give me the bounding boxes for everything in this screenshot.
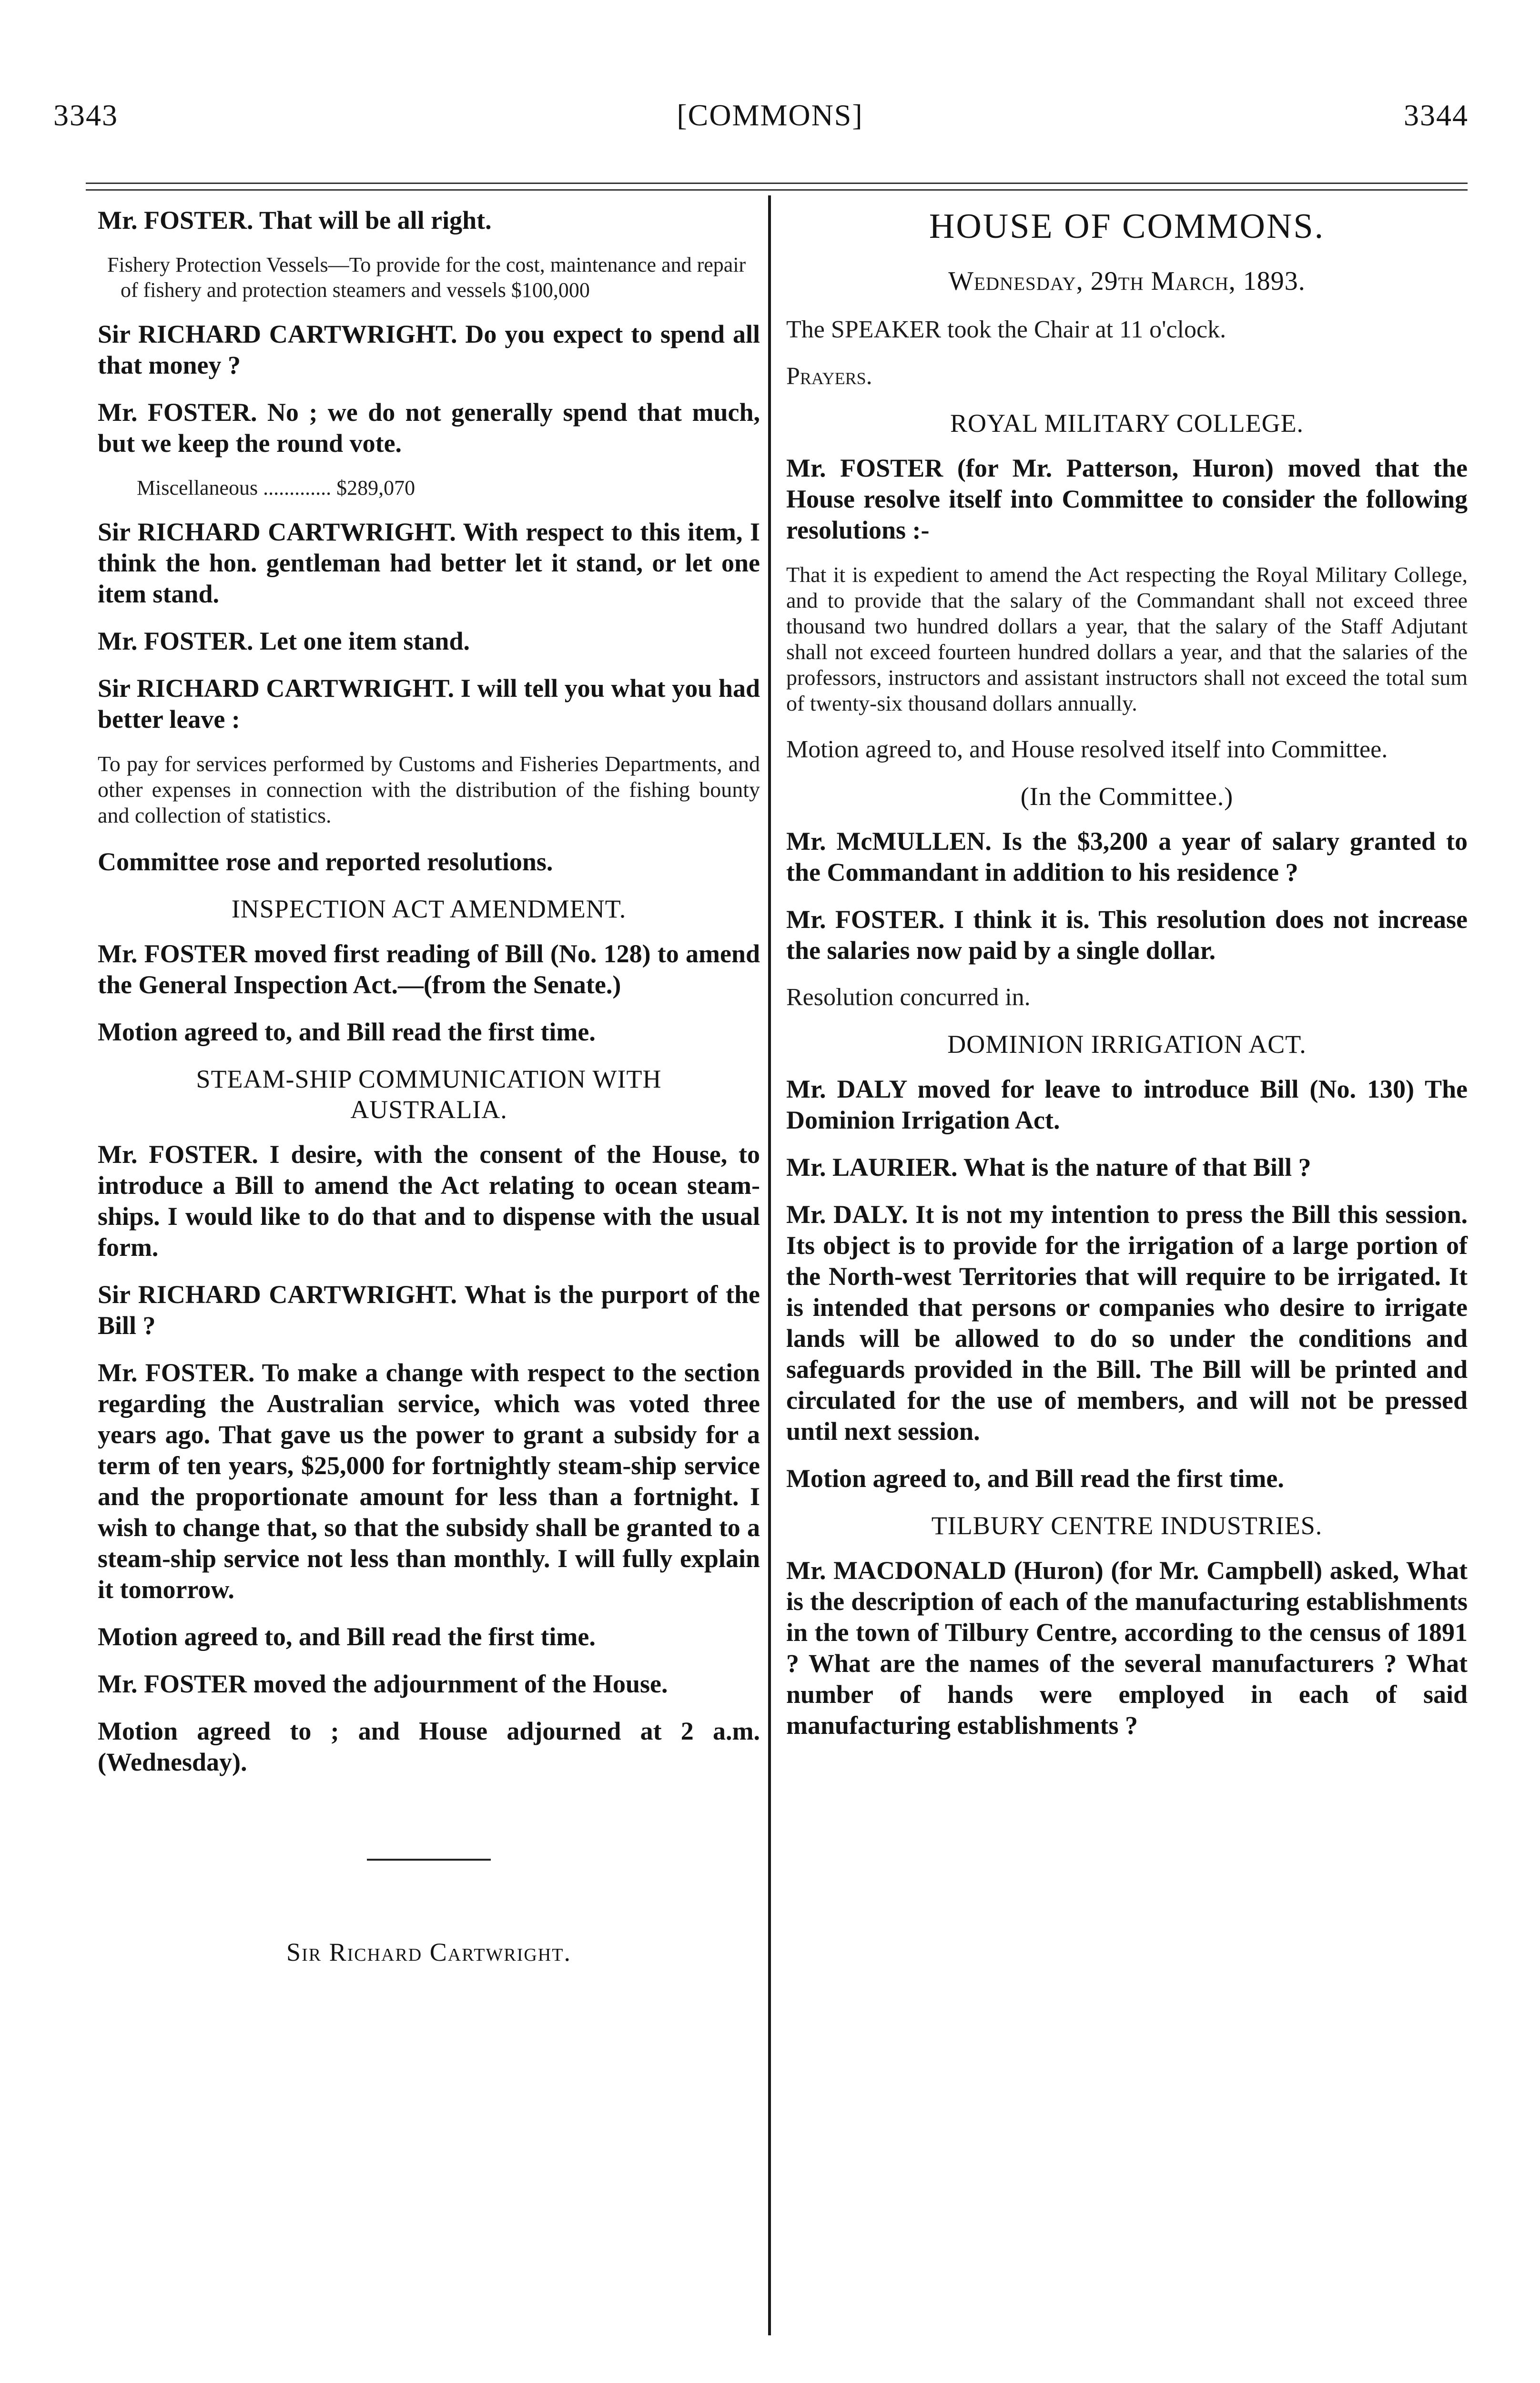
speech-paragraph: Sir RICHARD CARTWRIGHT. With respect to this item, I think the hon. gentleman had better let it stand, or let one item stand. <box>98 518 760 608</box>
section-title: [COMMONS] <box>677 98 863 132</box>
speech-paragraph: Mr. DALY moved for leave to introduce Bill (No. 130) The Dominion Irrigation Act. <box>786 1075 1468 1134</box>
right-page-number: 3344 <box>1404 98 1469 132</box>
prayers-line: Prayers. <box>786 363 872 390</box>
speech-paragraph: Mr. FOSTER. I think it is. This resolution does not increase the salaries now paid by a single dollar. <box>786 905 1468 965</box>
speech-paragraph: Motion agreed to, and Bill read the first time. <box>786 1464 1284 1493</box>
sitting-date: Wednesday, 29th March, 1893. <box>948 266 1306 296</box>
short-divider <box>367 1859 491 1861</box>
speech-paragraph: Sir RICHARD CARTWRIGHT. What is the purport of the Bill ? <box>98 1280 760 1340</box>
speech-paragraph: Sir RICHARD CARTWRIGHT. Do you expect to spend all that money ? <box>98 320 760 379</box>
section-heading: DOMINION IRRIGATION ACT. <box>947 1030 1307 1059</box>
speech-paragraph: Mr. McMULLEN. Is the $3,200 a year of salary granted to the Commandant in addition to his residence ? <box>786 827 1468 886</box>
speech-paragraph: Mr. FOSTER. No ; we do not generally spend that much, but we keep the round vote. <box>98 398 760 458</box>
page-signoff: Sir Richard Cartwright. <box>286 1938 571 1966</box>
speech-paragraph: Committee rose and reported resolutions. <box>98 847 553 876</box>
estimate-item <box>98 475 760 500</box>
speech-paragraph: Mr. FOSTER. That will be all right. <box>98 206 492 234</box>
section-heading: TILBURY CENTRE INDUSTRIES. <box>931 1511 1323 1540</box>
resolution-text: That it is expedient to amend the Act respecting the Royal Military College, and to provide that the salary of the Commandant shall not exceed three thousand two hundred dollars a year, that the salary of the Staff Adjutant shall not exceed fourteen hundred dollars a year, and that the salaries of the professors, instructors and assistant instructors shall not exceed the total sum of twenty-six thousand dollars annually. <box>786 562 1468 715</box>
speech-paragraph: Motion agreed to, and House resolved itself into Committee. <box>786 736 1388 763</box>
speech-paragraph: Mr. MACDONALD (Huron) (for Mr. Campbell) asked, What is the description of each of the manufacturing establishments in the town of Tilbury Centre, according to the census of 1891 ? What are the names of the several manufacturers ? What number of hands were employed in each of said manufacturing establishments ? <box>786 1556 1468 1740</box>
speech-paragraph: Mr. FOSTER moved the adjournment of the House. <box>98 1670 668 1698</box>
speech-paragraph: Mr. FOSTER moved first reading of Bill (No. 128) to amend the General Inspection Act.—(from the Senate.) <box>98 939 760 999</box>
speech-paragraph: Mr. FOSTER. Let one item stand. <box>98 627 470 655</box>
right-column <box>786 205 1468 1757</box>
estimate-item-text: Miscellaneous <box>137 476 258 499</box>
speech-paragraph: Mr. DALY. It is not my intention to press the Bill this session. Its object is to provide for the irrigation of a large portion of the North-west Territories that will require to be irrigated. It is intended that persons or companies who desire to irrigate lands will be allowed to do so under the conditions and safeguards provided in the Bill. The Bill will be printed and circulated for the use of members, and will not be pressed until next session. <box>786 1200 1468 1446</box>
speaker-line: The SPEAKER took the Chair at 11 o'clock. <box>786 316 1226 343</box>
section-heading-line: STEAM-SHIP COMMUNICATION WITH <box>196 1065 662 1093</box>
committee-line: (In the Committee.) <box>1020 782 1234 811</box>
section-heading <box>98 1064 760 1125</box>
speech-paragraph: Motion agreed to ; and House adjourned at 2 a.m. (Wednesday). <box>98 1717 760 1776</box>
resolution-text: To pay for services performed by Customs and Fisheries Departments, and other expenses in connection with the distribution of the fishing bounty and collection of statistics. <box>98 752 760 827</box>
section-heading: INSPECTION ACT AMENDMENT. <box>231 895 627 923</box>
speech-paragraph: Motion agreed to, and Bill read the first time. <box>98 1622 596 1651</box>
estimate-item-amount: $100,000 <box>511 278 590 302</box>
speech-paragraph: Sir RICHARD CARTWRIGHT. I will tell you what you had better leave : <box>98 674 760 733</box>
speech-paragraph: Mr. FOSTER. To make a change with respect to the section regarding the Australian service, which was voted three years ago. That gave us the power to grant a subsidy for a term of ten years, $25,000 for fortnightly steam-ship service and the proportionate amount for less than a fortnight. I wish to change that, so that the subsidy shall be granted to a steam-ship service not less than monthly. I will fully explain it tomorrow. <box>98 1358 760 1604</box>
estimate-item-amount: $289,070 <box>336 476 415 499</box>
left-page-number: 3343 <box>53 98 118 132</box>
estimate-item-text: Fishery Protection Vessels—To provide for the cost, maintenance and repair of fishery and protection steamers and vessels <box>107 253 746 302</box>
section-heading: ROYAL MILITARY COLLEGE. <box>950 409 1304 438</box>
dot-leader: ............. <box>263 476 332 499</box>
speech-paragraph: Mr. LAURIER. What is the nature of that Bill ? <box>786 1153 1311 1181</box>
speech-paragraph: Motion agreed to, and Bill read the first time. <box>98 1018 596 1046</box>
header-rule <box>86 183 1468 184</box>
speech-paragraph: Mr. FOSTER. I desire, with the consent of the House, to introduce a Bill to amend the Act relating to ocean steam-ships. I would like to do that and to dispense with the usual form. <box>98 1140 760 1262</box>
column-divider <box>768 195 771 2335</box>
speech-paragraph: Mr. FOSTER (for Mr. Patterson, Huron) moved that the House resolve itself into Committee to consider the following resolutions :- <box>786 454 1468 544</box>
house-title: HOUSE OF COMMONS. <box>929 207 1325 246</box>
section-heading-line: AUSTRALIA. <box>350 1095 507 1124</box>
speech-paragraph: Resolution concurred in. <box>786 984 1031 1011</box>
estimate-item <box>98 252 760 303</box>
header-rule <box>86 189 1468 191</box>
left-column <box>98 205 760 1967</box>
